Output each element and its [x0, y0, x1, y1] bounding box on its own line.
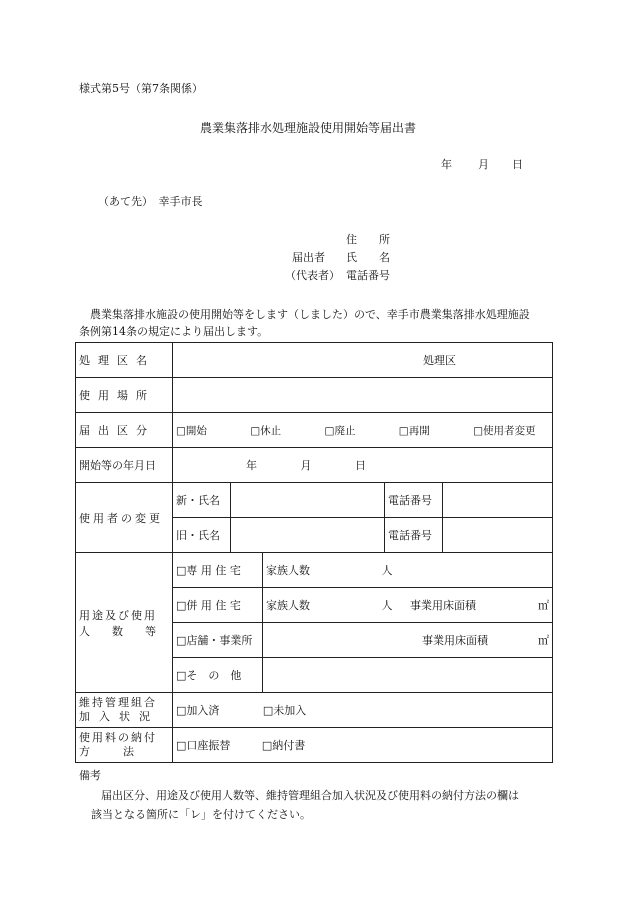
business-area-unit: ㎡ — [538, 634, 550, 647]
district-suffix: 処理区 — [423, 354, 456, 367]
type-option-user-change[interactable]: □使用者変更 — [473, 424, 536, 437]
location-label: 使用場所 — [76, 378, 173, 413]
payment-options — [173, 728, 553, 763]
family-count-label: 家族人数 — [266, 599, 310, 612]
start-date-field[interactable] — [173, 448, 553, 483]
remarks-line1: 届出区分、用途及び使用人数等、維持管理組合加入状況及び使用料の納付方法の欄は — [101, 789, 519, 802]
applicant-rep-label: （代表者） — [285, 269, 340, 282]
usage-detail-2[interactable] — [263, 588, 553, 623]
payment-label-line2: 方 法 — [79, 745, 134, 758]
start-date-month: 月 — [300, 459, 312, 472]
form-number: 様式第5号（第7条関係） — [79, 82, 203, 95]
applicant-role-label: 届出者 — [292, 251, 325, 264]
start-date-label: 開始等の年月日 — [76, 448, 173, 483]
district-field[interactable] — [173, 343, 553, 378]
payment-option-payment-slip[interactable]: □納付書 — [261, 739, 306, 752]
business-area-unit: ㎡ — [538, 599, 550, 612]
start-date-row — [76, 448, 553, 483]
business-area-label: 事業用床面積 — [410, 599, 476, 612]
start-date-year: 年 — [246, 459, 257, 472]
usage-detail-4[interactable] — [263, 658, 553, 693]
type-option-pause[interactable]: □休止 — [250, 424, 282, 437]
applicant-address-label: 住 所 — [346, 233, 390, 246]
payment-label-line1: 使用料の納付 — [79, 731, 157, 744]
usage-type-other[interactable]: □そ の 他 — [173, 658, 263, 693]
association-row — [76, 693, 553, 728]
usage-type-shared-house[interactable]: □併 用 住 宅 — [173, 588, 263, 623]
payment-option-bank-transfer[interactable]: □口座振替 — [176, 739, 231, 752]
payment-label — [76, 728, 173, 763]
old-name-label: 旧・氏名 — [173, 518, 231, 553]
usage-detail-1[interactable] — [263, 553, 553, 588]
payment-row — [76, 728, 553, 763]
new-phone-field[interactable] — [443, 483, 553, 518]
family-count-unit: 人 — [381, 564, 393, 577]
business-area-label: 事業用床面積 — [422, 634, 488, 647]
date-month: 月 — [478, 158, 489, 171]
family-count-label: 家族人数 — [266, 564, 310, 577]
district-label: 処理区名 — [76, 343, 173, 378]
applicant-name-label: 氏 名 — [346, 251, 390, 264]
association-label-line2: 加入状況 — [79, 710, 159, 723]
new-name-field[interactable] — [231, 483, 385, 518]
new-name-label: 新・氏名 — [173, 483, 231, 518]
association-option-not-joined[interactable]: □未加入 — [262, 704, 307, 717]
usage-label-line1: 用途及び使用 — [79, 608, 157, 622]
intro-text-line1: 農業集落排水施設の使用開始等をします（しました）ので、幸手市農業集落排水処理施設 — [90, 308, 530, 321]
applicant-phone-label: 電話番号 — [346, 269, 390, 282]
page-title: 農業集落排水処理施設使用開始等届出書 — [200, 121, 417, 135]
usage-type-store[interactable]: □店舗・事業所 — [173, 623, 263, 658]
type-row — [76, 413, 553, 448]
remarks-title: 備考 — [79, 769, 101, 782]
usage-row-1 — [76, 553, 553, 588]
date-year: 年 — [441, 158, 452, 171]
usage-type-exclusive-house[interactable]: □専 用 住 宅 — [173, 553, 263, 588]
type-label: 届出区分 — [76, 413, 173, 448]
district-row — [76, 343, 553, 378]
location-field[interactable] — [173, 378, 553, 413]
user-change-new-row — [76, 483, 553, 518]
association-label — [76, 693, 173, 728]
user-change-label: 使用者の変更 — [76, 483, 173, 553]
type-option-resume[interactable]: □再開 — [398, 424, 430, 437]
family-count-unit: 人 — [381, 599, 393, 612]
date-day: 日 — [512, 158, 523, 171]
old-phone-field[interactable] — [443, 518, 553, 553]
association-options — [173, 693, 553, 728]
application-form-table — [75, 342, 553, 763]
remarks-line2: 該当となる箇所に「レ」を付けてください。 — [91, 808, 311, 821]
usage-label — [76, 553, 173, 693]
association-option-joined[interactable]: □加入済 — [176, 704, 220, 717]
usage-detail-3[interactable] — [263, 623, 553, 658]
type-option-abolish[interactable]: □廃止 — [324, 424, 356, 437]
old-name-field[interactable] — [231, 518, 385, 553]
start-date-day: 日 — [355, 459, 366, 472]
intro-text-line2: 条例第14条の規定により届出します。 — [79, 325, 269, 338]
type-option-start[interactable]: □開始 — [176, 424, 207, 437]
usage-label-line2: 人 数 等 — [79, 624, 156, 638]
location-row — [76, 378, 553, 413]
new-phone-label: 電話番号 — [385, 483, 443, 518]
old-phone-label: 電話番号 — [385, 518, 443, 553]
type-options — [173, 413, 553, 448]
addressee: （あて先） 幸手市長 — [98, 195, 203, 208]
association-label-line1: 維持管理組合 — [79, 696, 157, 709]
